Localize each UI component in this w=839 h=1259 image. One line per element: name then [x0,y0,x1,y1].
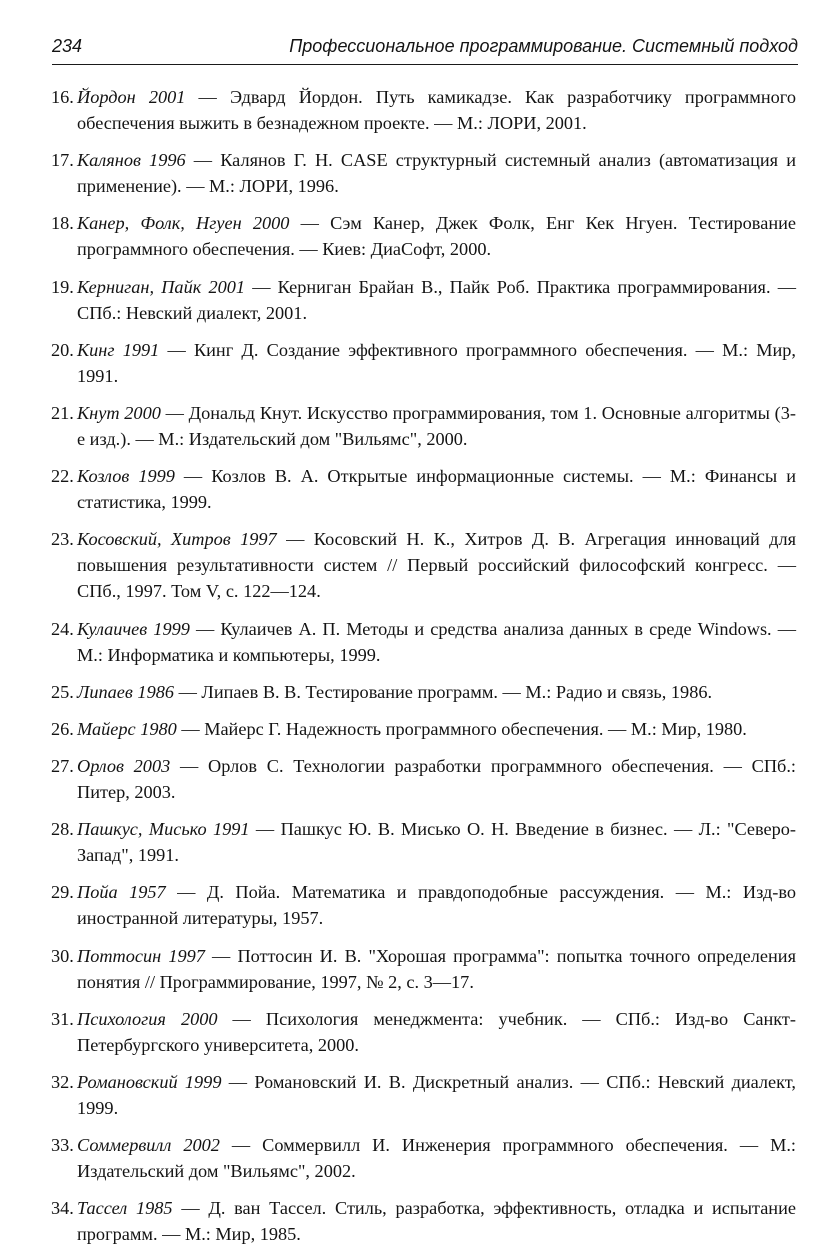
page-header [52,36,798,65]
reference-key: Тассел 1985 [77,1198,173,1219]
reference-key: Козлов 1999 [77,466,175,487]
reference-key: Липаев 1986 [77,681,174,702]
reference-item [52,400,796,452]
reference-text: — Орлов С. Технологии разработки программного обеспечения. — СПб.: Питер, 2003. [77,756,796,803]
reference-item [52,679,796,705]
reference-number: 20. [51,339,74,360]
reference-item [52,1069,796,1121]
reference-item [52,1006,796,1058]
reference-text: — Романовский И. В. Дискретный анализ. — СПб.: Невский диалект, 1999. [77,1072,796,1118]
reference-number: 33. [51,1135,74,1156]
reference-number: 28. [51,819,74,840]
reference-item [52,943,796,995]
reference-number: 23. [51,529,74,550]
reference-number: 32. [51,1072,74,1092]
reference-item [52,1195,796,1247]
reference-key: Психология 2000 [77,1008,218,1029]
reference-text: — Керниган Брайан В., Пайк Роб. Практика программирования. — СПб.: Невский диалект, 2001. [77,276,796,323]
reference-item [52,84,796,136]
reference-number: 16. [51,87,74,107]
reference-text: — Пашкус Ю. В. Мисько О. Н. Введение в бизнес. — Л.: "Северо-Запад", 1991. [77,819,796,866]
reference-item [52,616,796,668]
reference-key: Романовский 1999 [77,1072,222,1092]
reference-text: — Козлов В. А. Открытые информационные системы. — М.: Финансы и статистика, 1999. [77,466,796,513]
reference-text: — Майерс Г. Надежность программного обеспечения. — М.: Мир, 1980. [176,718,747,739]
reference-key: Йордон 2001 [77,87,186,107]
reference-item [52,147,796,199]
reference-number: 19. [51,276,74,297]
reference-number: 21. [51,402,74,423]
reference-text: — Эдвард Йордон. Путь камикадзе. Как разработчику программного обеспечения выжить в безнадежном проекте. — М.: ЛОРИ, 2001. [77,87,796,133]
reference-item [52,816,796,868]
reference-item [52,526,796,604]
reference-key: Керниган, Пайк 2001 [77,276,246,297]
reference-list [52,84,796,1259]
reference-number: 17. [51,150,74,171]
reference-number: 18. [51,213,74,234]
reference-text: — Дональд Кнут. Искусство программирования, том 1. Основные алгоритмы (3-е изд.). — М.: Издательский дом "Вильямс", 2000. [77,402,796,449]
reference-number: 29. [51,882,74,903]
reference-item [52,463,796,515]
reference-number: 30. [51,945,74,966]
reference-number: 24. [51,618,74,639]
reference-key: Пойа 1957 [77,882,166,903]
reference-text: — Поттосин И. В. "Хорошая программа": попытка точного определения понятия // Программирование, 1997, № 2, с. 3—17. [77,945,796,992]
reference-number: 31. [51,1008,74,1029]
reference-key: Орлов 2003 [77,756,171,777]
reference-item [52,337,796,389]
reference-item [52,1132,796,1184]
reference-key: Косовский, Хитров 1997 [77,529,277,550]
reference-text: — Соммервилл И. Инженерия программного обеспечения. — М.: Издательский дом "Вильямс", 2002. [77,1135,796,1182]
reference-key: Кулаичев 1999 [77,618,190,639]
reference-number: 22. [51,466,74,487]
reference-item [52,753,796,805]
reference-item [52,210,796,262]
reference-text: — Сэм Канер, Джек Фолк, Енг Кек Нгуен. Тестирование программного обеспечения. — Киев: ДиаСофт, 2000. [77,213,796,260]
reference-key: Канер, Фолк, Нгуен 2000 [77,213,290,234]
reference-text: — Липаев В. В. Тестирование программ. — М.: Радио и связь, 1986. [174,681,713,702]
reference-item [52,879,796,931]
reference-text: — Калянов Г. Н. CASE структурный системный анализ (автоматизация и применение). — М.: ЛОРИ, 1996. [77,150,796,197]
reference-text: — Д. Пойа. Математика и правдоподобные рассуждения. — М.: Изд-во иностранной литературы, 1957. [77,882,796,929]
reference-number: 27. [51,756,74,777]
reference-number: 34. [51,1198,74,1219]
reference-text: — Психология менеджмента: учебник. — СПб.: Изд-во Санкт-Петербургского университета, 2000. [77,1008,796,1055]
page-number: 234 [52,36,83,56]
reference-text: — Кинг Д. Создание эффективного программного обеспечения. — М.: Мир, 1991. [77,339,796,386]
reference-text: — Косовский Н. К., Хитров Д. В. Агрегация инноваций для повышения результативности систем // Первый российский философский конгресс. — СПб., 1997. Том V, с. 122—124. [77,529,796,602]
reference-key: Кнут 2000 [77,402,161,423]
reference-text: — Д. ван Тассел. Стиль, разработка, эффективность, отладка и испытание программ. — М.: Мир, 1985. [77,1198,796,1245]
reference-item [52,274,796,326]
reference-number: 25. [51,681,74,702]
reference-item [52,716,796,742]
reference-text: — Кулаичев А. П. Методы и средства анализа данных в среде Windows. — М.: Информатика и компьютеры, 1999. [77,618,796,665]
reference-number: 26. [51,718,74,739]
reference-key: Соммервилл 2002 [77,1135,220,1156]
reference-key: Калянов 1996 [77,150,186,171]
reference-key: Поттосин 1997 [77,945,205,966]
running-title: Профессиональное программирование. Системный подход [289,36,798,56]
reference-key: Пашкус, Мисько 1991 [77,819,250,840]
reference-key: Кинг 1991 [77,339,160,360]
reference-key: Майерс 1980 [77,718,177,739]
